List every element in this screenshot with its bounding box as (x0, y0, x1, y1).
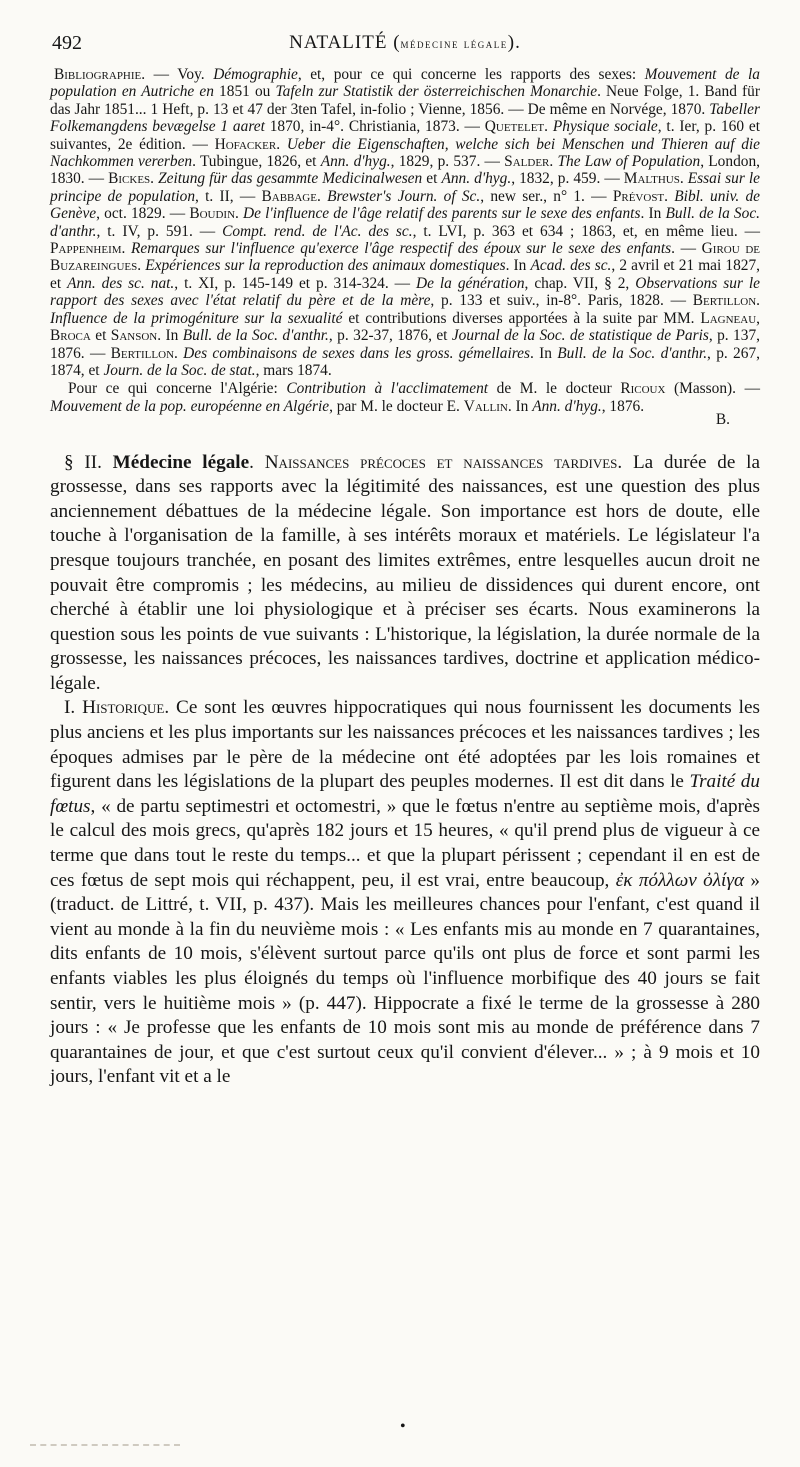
section-medecine-legale (50, 451, 760, 1090)
citation-title: Tafeln zur Statistik der österreichischen Monarchie (275, 83, 598, 101)
text-run: . (150, 170, 159, 188)
citation-title: Bull. de la Soc. d'anthr. (182, 327, 329, 345)
bibliography-paragraph-algeria (50, 380, 760, 415)
title-subtitle: médecine légale (400, 36, 508, 51)
scan-artifact-line (30, 1444, 180, 1446)
page-number: 492 (52, 32, 82, 54)
author-name: Sanson (110, 327, 158, 345)
citation-title: Démographie (213, 66, 298, 83)
citation-title: Bibl. univ. de Genève (50, 187, 760, 223)
text-run: . (549, 153, 558, 171)
citation-title: Remarques sur l'influence qu'exerce l'âge respectif des époux sur le sexe des enfants (131, 240, 672, 258)
text-run: . — (671, 240, 702, 258)
text-run: et (90, 327, 111, 345)
text-run: et (422, 170, 442, 188)
historique-paragraph (50, 696, 760, 1090)
text-run: . In (157, 327, 183, 345)
text-run: . (235, 205, 244, 223)
author-name: Babbage (261, 187, 317, 205)
text-run: , new ser., n° 1. — (480, 187, 613, 205)
bibliography-block (50, 66, 760, 429)
section-heading: Médecine légale (112, 451, 250, 473)
text-run: . In (529, 344, 558, 362)
text-run: . In (505, 257, 531, 275)
citation-title: Ann. d'hyg. (320, 153, 391, 171)
text-run: , p. 137, 1876. — (50, 327, 760, 362)
citation-title: Acad. des sc. (530, 257, 612, 275)
text-run: . Ce sont les œuvres hippocratiques qui nous fournissent les documents les plus anciens et les plus importants sur les naissances précoces et les naissances tardives ; les époques admises par le père de la médecine ont été adoptées par les lois romaines et figurent dans les législations de la plupart des peuples modernes. Il est dit dans le (50, 697, 760, 793)
text-run: , p. 32-37, 1876, et (328, 327, 452, 345)
citation-title: Ann. d'hyg. (532, 397, 602, 415)
author-name: Malthus (623, 170, 680, 188)
citation-title: Brewster's Journ. of Sc. (327, 187, 481, 205)
text-run: . Neue Folge, 1. Band für das Jahr 1851... 1 Heft, p. 13 et 47 der 3ten Tafel, in-folio ; Vienne, 1856. — De même en Norvége, 1870. (50, 83, 760, 118)
text-run: . Tubingue, 1826, et (192, 153, 321, 171)
text-run: , 1829, p. 537. — (390, 153, 505, 171)
section-subheading: Naissances précoces et naissances tardives (264, 451, 618, 473)
bibliography-heading: Bibliographie. (54, 66, 146, 83)
title-open: ( (393, 32, 401, 53)
text-run: , « de partu septimestri et octomestri, » que le fœtus n'entre au septième mois, d'après le calcul des mois grecs, qu'après 182 jours et 15 heures, « qu'il prend plus de vigueur à ce terme que dans tout le reste du temps... et que la plupart périssent ; cependant il en est de ces fœtus de sept mois qui réchappent, peu, il est vrai, entre beaucoup, (50, 795, 760, 891)
text-run: . (679, 170, 688, 188)
title-main: NATALITÉ (289, 32, 388, 53)
text-run: , mars 1874. (255, 361, 332, 379)
citation-title: Bull. de la Soc. d'anthr. (50, 205, 760, 240)
text-run: 1870, in-4°. Christiania, 1873. — (264, 118, 485, 136)
text-run: » (traduct. de Littré, t. VII, p. 437). Mais les meilleures chances pour l'enfant, c'est quand il vient au monde à la fin du neuvième mois : « Les enfants mis au monde en 7 quarantaines, dits enfants de 10 mois, s'élèvent surtout parce qu'ils ont plus de force et sont parmi les enfants viables les plus éloignés du temps où l'influence morbifique des 40 jours se fait sentir, vers le huitième mois » (p. 447). Hippocrate a fixé le terme de la grossesse à 280 jours : « Je professe que les enfants de 10 mois sont mis au monde de préférence dans 7 quarantaines de jour, et que c'est surtout ceux qu'il convient d'élever... » ; à 9 mois et 10 jours, l'enfant vit et a le (50, 869, 761, 1088)
author-signature: B. (715, 411, 730, 429)
text-run: . (276, 135, 287, 153)
citation-title: Observations sur le rapport des sexes avec l'état relatif du père et de la mère (50, 274, 760, 310)
text-run: . (756, 292, 760, 310)
citation-title: Tabeller Folkemangdens bevægelse 1 aaret (50, 100, 760, 136)
text-run: , 1832, p. 459. — (511, 170, 624, 188)
author-name: Bertillon (110, 344, 175, 362)
citation-title: De l'influence de l'âge relatif des parents sur le sexe des enfants (243, 205, 641, 223)
text-run: 1851 ou (213, 83, 276, 101)
citation-title: Expériences sur la reproduction des animaux domestiques (145, 257, 506, 275)
author-name: Quetelet (484, 118, 545, 136)
subsection-number: I. (64, 697, 83, 719)
citation-title: Mouvement de la population en Autriche en (50, 66, 761, 101)
text-run: , t. Ier, p. 160 et suivantes, 2e édition. — (50, 118, 760, 153)
title-close: ). (507, 32, 521, 53)
citation-title: Contribution à l'acclimatement (286, 380, 489, 398)
citation-title: Bull. de la Soc. d'anthr. (557, 344, 708, 362)
running-header (50, 30, 760, 62)
citation-title: Ann. des sc. nat. (67, 274, 175, 292)
citation-title: Journal de la Soc. de statistique de Paris (451, 327, 709, 345)
subsection-heading: Historique (82, 697, 165, 719)
text-run: . (249, 451, 265, 473)
author-name: Prévost (612, 187, 665, 205)
text-run: , t. LVI, p. 363 et 634 ; 1863, et, en même lieu. — (412, 222, 761, 240)
work-title: Traité du fœtus (50, 771, 760, 817)
citation-title: Influence de la primogéniture sur la sexualité (50, 309, 343, 327)
author-name: Boudin (189, 205, 236, 223)
text-run: , t. XI, p. 145-149 et p. 314-324. — (174, 274, 416, 292)
citation-title: De la génération (416, 274, 525, 292)
text-run: . In (507, 397, 533, 415)
text-run: , t. II, — (195, 187, 262, 205)
text-run: . (316, 187, 328, 205)
text-run: . (137, 257, 146, 275)
text-run: . (174, 344, 184, 362)
text-run: , par M. le docteur E. (329, 397, 464, 415)
text-run: de M. le docteur (488, 380, 621, 398)
bibliography-paragraph (50, 66, 760, 379)
author-name: Hofacker (214, 135, 277, 153)
citation-title: Ueber die Eigenschaften, welche sich bei Menschen und Thieren auf die Nachkommen vererben (50, 135, 761, 171)
text-run: . (121, 240, 132, 258)
citation-title: Zeitung für das gesammte Medicinalwesen (158, 170, 423, 188)
text-run: , London, 1830. — (50, 153, 760, 188)
author-name: Bertillon (692, 292, 757, 310)
citation-title: Des combinaisons de sexes dans les gross. gémellaires (183, 344, 530, 362)
author-name: Bickes (108, 170, 151, 188)
text-run: (Masson). — (665, 380, 761, 398)
text-run: , chap. VII, § 2, (524, 274, 636, 292)
text-run: , 2 avril et 21 mai 1827, et (50, 257, 761, 292)
citation-title: Mouvement de la pop. européenne en Algérie (50, 397, 330, 415)
text-run: , p. 267, 1874, et (50, 344, 760, 379)
text-run: , et, pour ce qui concerne les rapports des sexes: (297, 66, 645, 83)
citation-title: Essai sur le principe de population (50, 170, 760, 205)
text-run: — Voy. (145, 66, 214, 83)
author-name: Pappenheim (50, 240, 122, 258)
greek-quote: ἐκ πόλλων ὀλίγα (615, 869, 745, 891)
footer-mark: • (400, 1418, 406, 1435)
text-run: , t. IV, p. 591. — (96, 222, 223, 240)
text-run: et contributions diverses apportées à la suite par MM. (342, 309, 701, 327)
citation-title: Compt. rend. de l'Ac. des sc. (222, 222, 413, 240)
citation-title: Ann. d'hyg. (441, 170, 512, 188)
author-name: Ricoux (620, 380, 666, 398)
section-number: § II. (64, 451, 113, 473)
citation-title: Physique sociale (552, 118, 658, 136)
text-run: . (544, 118, 553, 136)
text-run: Pour ce qui concerne l'Algérie: (68, 380, 287, 398)
text-run: . (664, 187, 675, 205)
text-run: . In (640, 205, 666, 223)
text-run: . La durée de la grossesse, dans ses rapports avec la légitimité des naissances, est une question des plus anciennement débattues de la médecine légale. Son importance est hors de doute, elle touche à l'organisation de la famille, à ses intérêts moraux et matériels. Le législateur l'a presque toujours tranchée, en posant des limites extrêmes, entre lesquelles aucun droit ne pouvait être compromis ; les médecins, au milieu de dissidences qui durent encore, ont cherché à établir une loi physiologique et à préciser ses écarts. Nous examinerons la question sous les points de vue suivants : L'historique, la législation, la durée normale de la grossesse, les naissances précoces, les naissances tardives, doctrine et application médico-légale. (50, 451, 761, 694)
citation-title: The Law of Population (557, 153, 701, 171)
citation-title: Journ. de la Soc. de stat. (103, 361, 256, 379)
author-name: Vallin (463, 397, 508, 415)
page-footer (0, 1418, 800, 1448)
author-name: Girou de Buzareingues (50, 240, 760, 275)
author-name: Salder (504, 153, 550, 171)
text-run: , 1876. (601, 397, 645, 415)
section-intro-paragraph (50, 451, 760, 697)
text-run: , oct. 1829. — (96, 205, 190, 223)
author-name: Lagneau, Broca (50, 309, 760, 345)
running-title (50, 32, 760, 54)
text-run: , p. 133 et suiv., in-8°. Paris, 1828. — (430, 292, 693, 310)
